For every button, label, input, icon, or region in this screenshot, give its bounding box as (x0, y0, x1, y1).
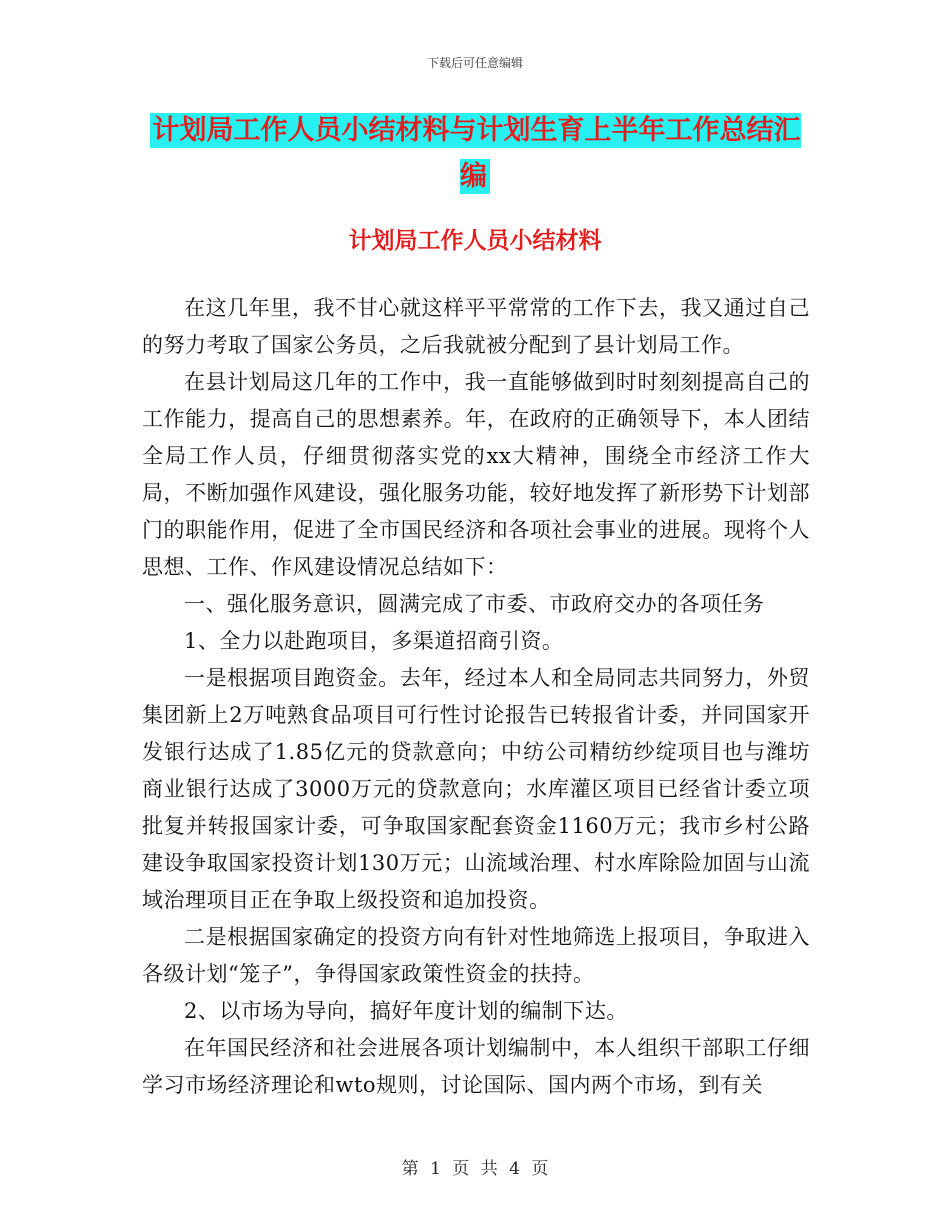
paragraph: 一是根据项目跑资金。去年，经过本人和全局同志共同努力，外贸集团新上2万吨熟食品项目可行性讨论报告已转报省计委，并同国家开发银行达成了1.85亿元的贷款意向；中纺公司精纺纱绽项目也与潍坊商业银行达成了3000万元的贷款意向；水库灌区项目已经省计委立项批复并转报国家计委，可争取国家配套资金1160万元；我市乡村公路建设争取国家投资计划130万元；山流域治理、村水库除险加固与山流域治理项目正在争取上级投资和追加投资。 (142, 666, 810, 912)
section-title: 计划局工作人员小结材料 (348, 228, 602, 254)
paragraph: 在这几年里，我不甘心就这样平平常常的工作下去，我又通过自己的努力考取了国家公务员，之后我就被分配到了县计划局工作。 (142, 296, 810, 357)
document-title (140, 108, 810, 200)
page-number: 第 1 页 共 4 页 (401, 1159, 549, 1179)
paragraph: 在县计划局这几年的工作中，我一直能够做到时时刻刻提高自己的工作能力，提高自己的思想素养。年，在政府的正确领导下，本人团结全局工作人员，仔细贯彻落实党的xx大精神，围绕全市经济工作大局，不断加强作风建设，强化服务功能，较好地发挥了新形势下计划部门的职能作用，促进了全市国民经济和各项社会事业的进展。现将个人思想、工作、作风建设情况总结如下： (142, 370, 810, 579)
document-body (142, 290, 810, 1104)
header-note: 下载后可任意编辑 (426, 56, 523, 70)
paragraph: 一、强化服务意识，圆满完成了市委、市政府交办的各项任务 (184, 592, 765, 616)
paragraph: 2、以市场为导向，搞好年度计划的编制下达。 (184, 999, 628, 1023)
document-title-text: 计划局工作人员小结材料与计划生育上半年工作总结汇编 (150, 113, 801, 194)
paragraph: 二是根据国家确定的投资方向有针对性地筛选上报项目，争取进入各级计划“笼子”，争得国家政策性资金的扶持。 (142, 925, 810, 986)
paragraph: 在年国民经济和社会进展各项计划编制中，本人组织干部职工仔细学习市场经济理论和wto规则，讨论国际、国内两个市场，到有关 (142, 1036, 810, 1097)
paragraph: 1、全力以赴跑项目，多渠道招商引资。 (184, 629, 564, 653)
